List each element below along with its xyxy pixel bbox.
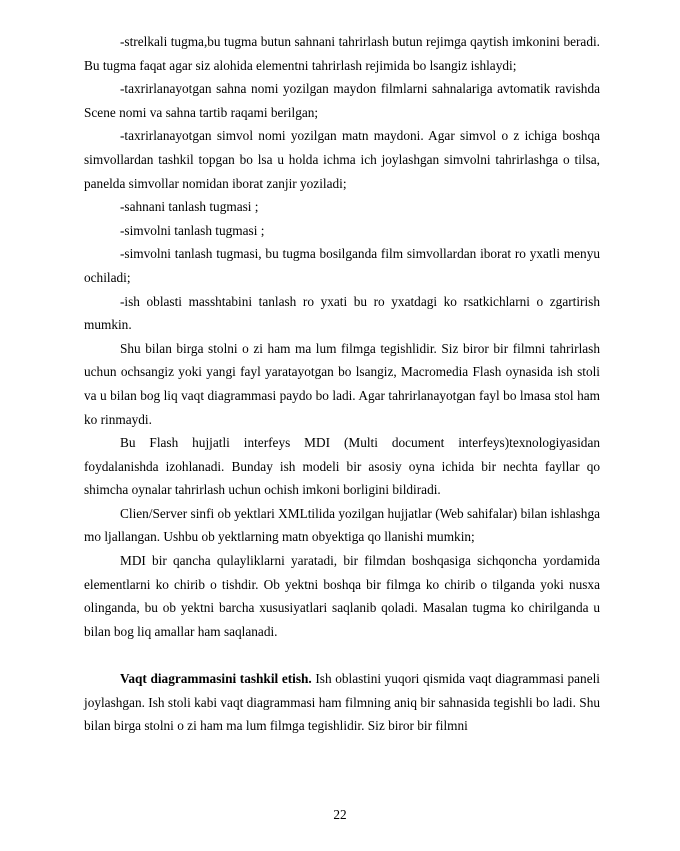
paragraph-stol-film: Shu bilan birga stolni o zi ham ma lum filmga tegishlidir. Siz biror bir filmni tahrirlash uchun ochsangiz yoki yangi fayl yaratayotgan bo lsangiz, Macromedia Flash oynasida ish stoli va u bilan bog liq vaqt diagrammasi paydo bo ladi. Agar tahrirlanayotgan fayl bo lmasa stol ham ko rinmaydi.: [84, 340, 600, 427]
paragraph-sahna-nomi-maydon: -taxrirlanayotgan sahna nomi yozilgan maydon filmlarni sahnalariga avtomatik ravishda Scene nomi va sahna tartib raqami berilgan;: [84, 81, 600, 120]
paragraph-strelkali-tugma: -strelkali tugma,bu tugma butun sahnani tahrirlash butun rejimga qaytish imkonini beradi. Bu tugma faqat agar siz alohida elementni tahrirlash rejimida bo lsangiz ishlaydi;: [84, 34, 600, 73]
paragraph-simvolni-tanlash-menyu: -simvolni tanlash tugmasi, bu tugma bosilganda film simvollardan iborat ro yxatli menyu ochiladi;: [84, 246, 600, 285]
paragraph-vaqt-diagrammasi: [84, 667, 600, 738]
paragraph-sahnani-tanlash: -sahnani tanlash tugmasi ;: [120, 199, 259, 215]
document-body: [84, 30, 600, 738]
page-number: 22: [333, 807, 347, 822]
paragraph-mdi-interfeys: Bu Flash hujjatli interfeys MDI (Multi document interfeys)texnologiyasidan foydalanishda izohlanadi. Bunday ish modeli bir asosiy oyna ichida bir nechta fayllar qo shimcha oynalar tahrirlash uchun ochish imkoni borligini bildiradi.: [84, 435, 600, 498]
paragraph-simvolni-tanlash: -simvolni tanlash tugmasi ;: [120, 222, 265, 238]
paragraph-mdi-qulayliklar: MDI bir qancha qulayliklarni yaratadi, bir filmdan boshqasiga sichqoncha yordamida elementlarni ko chirib o tishdir. Ob yektni boshqa bir filmga ko chirib o tilganda yoki nusxa olinganda, bu ob yektni barcha xususiyatlari saqlanib qoladi. Masalan tugma ko chirilganda u bilan bog liq amallar ham saqlanadi.: [84, 553, 600, 639]
paragraph-simvol-nomi-maydon: -taxrirlanayotgan simvol nomi yozilgan matn maydoni. Agar simvol o z ichiga boshqa simvollardan tashkil topgan bo lsa u holda ichma ich joylashgan simvolni tahrirlashga o tilsa, panelda simvollar nomidan iborat zanjir yoziladi;: [84, 128, 600, 191]
paragraph-masshtab-royxati: -ish oblasti masshtabini tanlash ro yxati bu ro yxatdagi ko rsatkichlarni o zgartirish mumkin.: [84, 293, 600, 333]
section-text: Ish oblastini yuqori qismida vaqt diagrammasi paneli joylashgan. Ish stoli kabi vaqt diagrammasi ham filmning aniq bir sahnasida tegishli bo ladi. Shu bilan birga stolni o zi ham ma lum filmga tegishlidir. Siz biror bir filmni: [84, 671, 600, 734]
section-heading: Vaqt diagrammasini tashkil etish.: [120, 671, 312, 687]
paragraph-client-server: Clien/Server sinfi ob yektlari XMLtilida yozilgan hujjatlar (Web sahifalar) bilan ishlashga mo ljallangan. Ushbu ob yektlarning matn obyektiga qo llanishi mumkin;: [84, 505, 600, 545]
